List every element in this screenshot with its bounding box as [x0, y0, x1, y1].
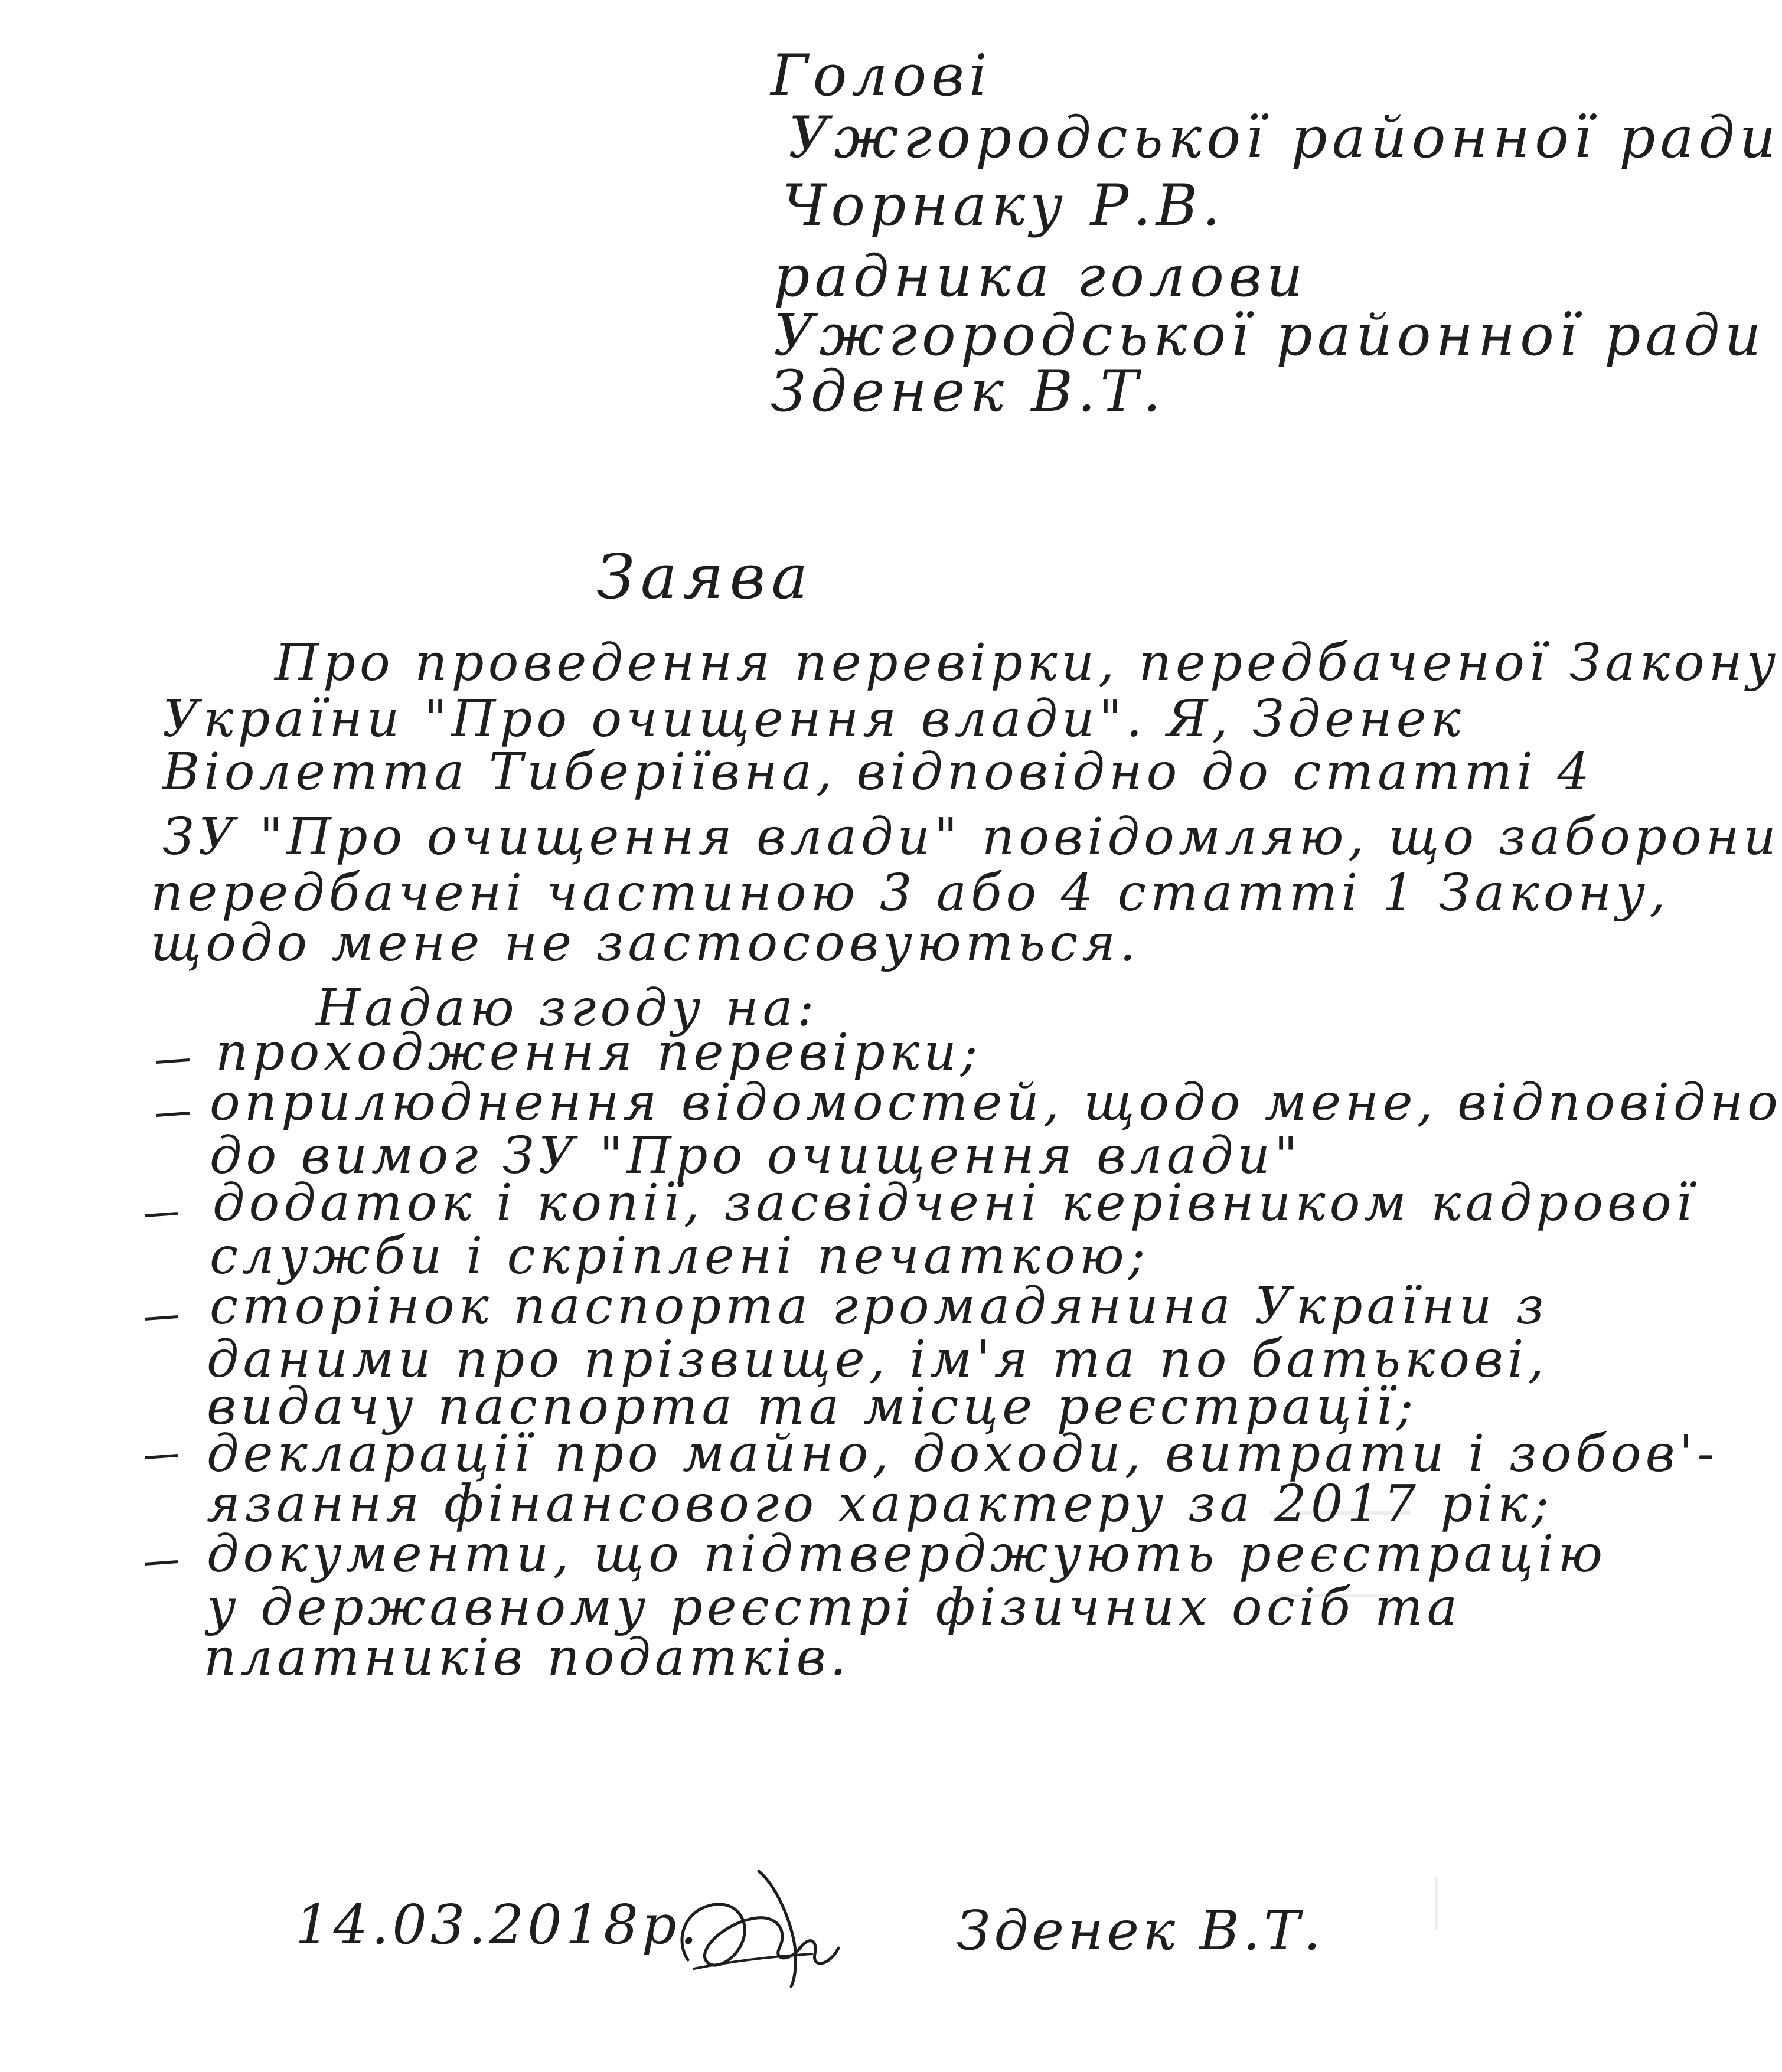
body-line-6: щодо мене не застосовуються. — [151, 914, 1140, 973]
consent-item-6-line-2: у державному реєстрі фізичних осіб та — [207, 1578, 1462, 1637]
body-line-5: передбачені частиною 3 або 4 статті 1 Закону, — [151, 864, 1670, 923]
body-line-4: ЗУ "Про очищення влади" повідомляю, що заборони — [162, 808, 1780, 867]
consent-item-1-line-1: проходження перевірки; — [216, 1023, 982, 1082]
consent-item-3-line-2: служби і скріплені печаткою; — [210, 1227, 1150, 1286]
list-dash — [145, 1454, 178, 1459]
body-line-3: Віолетта Тиберіївна, відповідно до статті 4 — [162, 743, 1594, 802]
document-title: Заява — [596, 541, 814, 613]
consent-item-6-line-1: документи, що підтверджують реєстрацію — [207, 1525, 1607, 1584]
consent-item-2-line-1: оприлюднення відомостей, щодо мене, відповідно — [210, 1073, 1782, 1132]
consent-item-3-line-1: додаток і копії, засвідчені керівником кадрової — [213, 1174, 1696, 1233]
list-dash — [145, 1315, 178, 1321]
consent-item-6-line-3: платників податків. — [204, 1628, 850, 1687]
consent-item-2-line-2: до вимог ЗУ "Про очищення влади" — [210, 1126, 1302, 1185]
list-dash — [145, 1560, 178, 1566]
consent-item-4-line-1: сторінок паспорта громадянина України з — [210, 1277, 1548, 1336]
consent-intro: Надаю згоду на: — [316, 979, 818, 1038]
scan-artifact — [1435, 1877, 1438, 1930]
body-line-1: Про проведення перевірки, передбаченої Закону — [275, 633, 1780, 692]
signer-name: Зденек В.Т. — [957, 1899, 1324, 1962]
consent-item-5-line-2: язання фінансового характеру за 2017 рік; — [207, 1475, 1553, 1534]
body-line-2: України "Про очищення влади". Я, Зденек — [162, 689, 1465, 749]
header-line-4: радника голови — [773, 243, 1308, 309]
consent-item-4-line-2: даними про прізвище, ім'я та по батькові, — [207, 1330, 1548, 1389]
consent-item-4-line-3: видачу паспорта та місце реєстрації; — [207, 1377, 1418, 1436]
header-line-1: Голові — [771, 43, 992, 109]
signing-date: 14.03.2018р. — [295, 1893, 701, 1956]
header-line-3: Чорнаку Р.В. — [782, 172, 1225, 238]
list-dash — [156, 1112, 190, 1117]
header-line-2: Ужгородської районної ради — [788, 104, 1781, 171]
list-dash — [156, 1058, 190, 1064]
list-dash — [145, 1212, 178, 1217]
header-line-5: Ужгородської районної ради — [773, 302, 1766, 368]
header-line-6: Зденек В.Т. — [771, 358, 1166, 424]
handwritten-signature-icon — [670, 1859, 865, 1995]
consent-item-5-line-1: декларації про майно, доходи, витрати і зобов'- — [207, 1424, 1719, 1483]
